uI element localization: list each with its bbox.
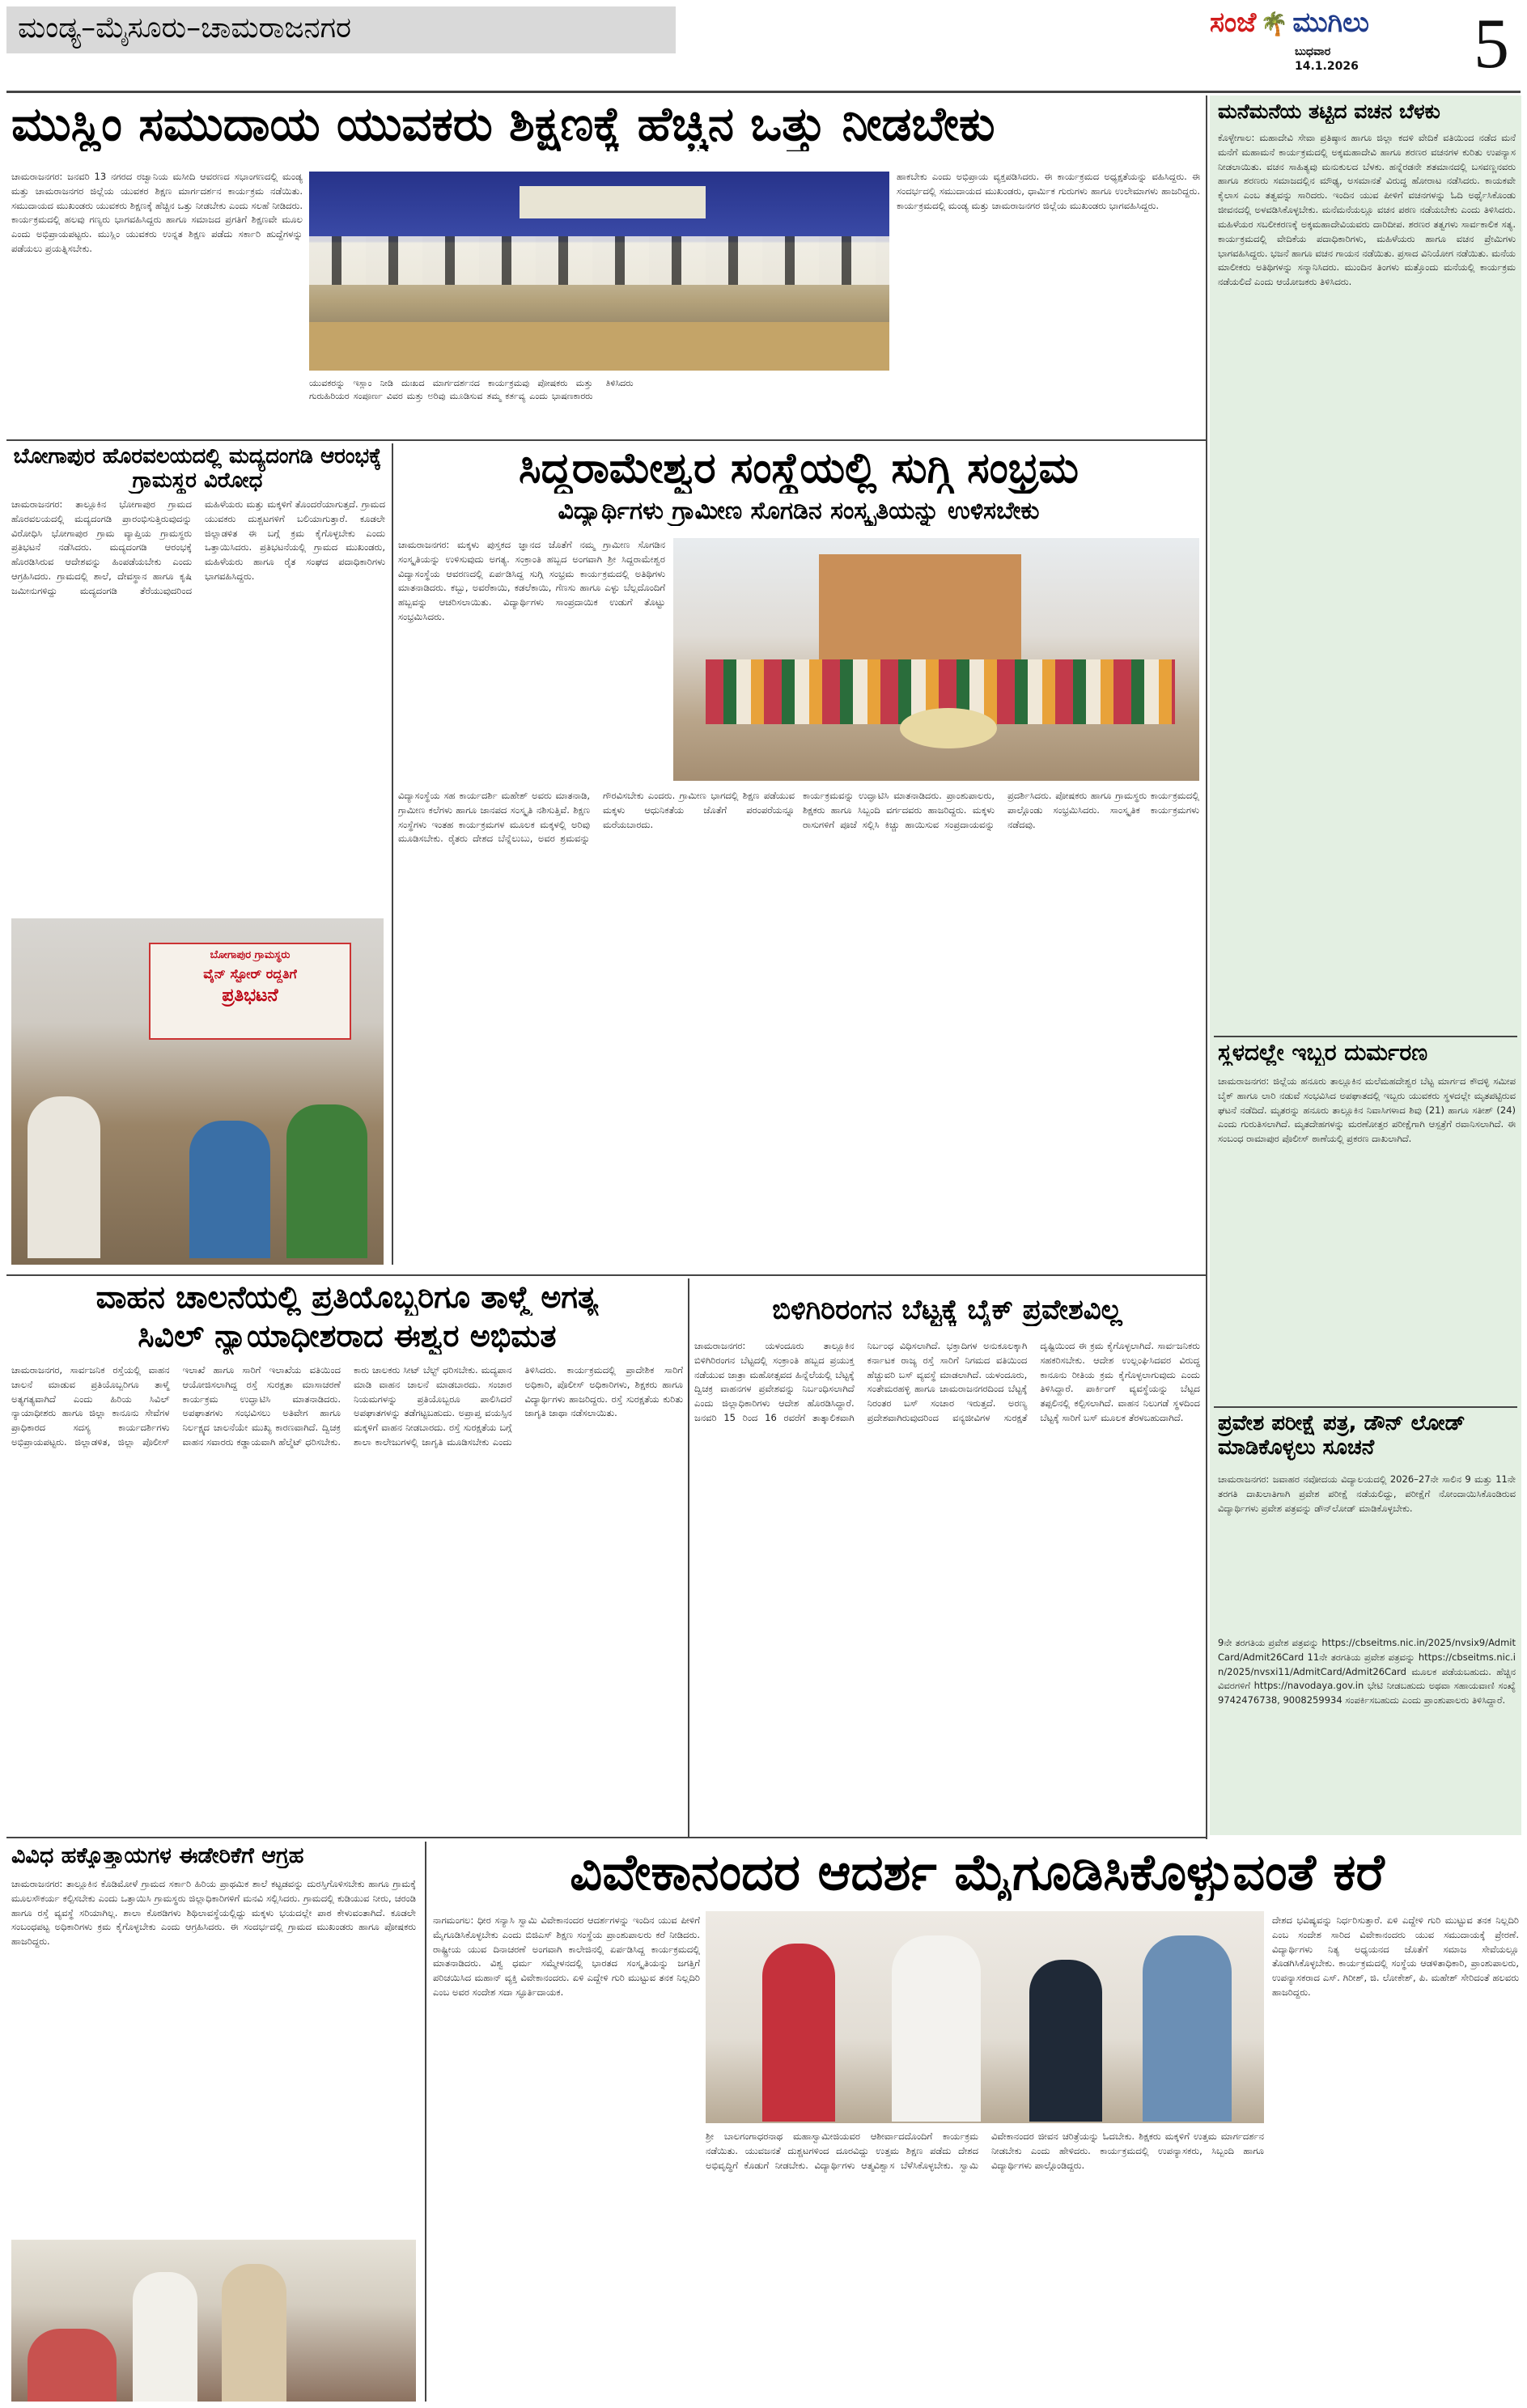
headline-vivekananda: ವಿವೇಕಾನಂದರ ಆದರ್ಶ ಮೈಗೂಡಿಸಿಕೊಳ್ಳುವಂತೆ ಕರೆ [570,1843,1385,1901]
headline-vachana: ಮನೆಮನೆಯ ತಟ್ಟಿದ ವಚನ ಬೆಳಕು [1218,100,1440,123]
photo-demands [11,2240,416,2402]
headline-biligiri: ಬಿಳಿಗಿರಿರಂಗನ ಬೆಟ್ಟಕ್ಕೆ ಬೈಕ್ ಪ್ರವೇಶವಿಲ್ಲ [772,1295,1122,1326]
photo-suggi [673,538,1199,781]
article-muslim-education-right: ಹಾಕಬೇಕು ಎಂದು ಅಭಿಪ್ರಾಯ ವ್ಯಕ್ತಪಡಿಸಿದರು. ಈ ಕಾರ್ಯಕ್ರಮದ ಅಧ್ಯಕ್ಷತೆಯನ್ನು ವಹಿಸಿದ್ದರು. ಈ ಸಂದರ್ಭದಲ್ಲಿ ಸಮುದಾಯದ ಮುಖಂಡರು, ಧಾರ್ಮಿಕ ಗುರುಗಳು ಹಾಗೂ ಉಲೇಮಾಗಳು ಹಾಜರಿದ್ದರು. ಕಾರ್ಯಕ್ರಮದಲ್ಲಿ ಮಂಡ್ಯ ಮತ್ತು ಚಾಮರಾಜನಗರ ಜಿಲ್ಲೆಯ ಮುಖಂಡರು ಭಾಗವಹಿಸಿದ್ದರು. [897,171,1200,211]
right-column-rule [1206,95,1207,1839]
headline-admit-card: ಪ್ರವೇಶ ಪರೀಕ್ಷೆ ಪತ್ರ, ಡೌನ್ ಲೋಡ್ ಮಾಡಿಕೊಳ್ಳಲು ಸೂಚನೆ [1218,1412,1465,1460]
headline-suggi: ಸಿದ್ದರಾಮೇಶ್ವರ ಸಂಸ್ಥೆಯಲ್ಲಿ ಸುಗ್ಗಿ ಸಂಭ್ರಮ [519,445,1079,493]
article-vivekananda-right: ದೇಶದ ಭವಿಷ್ಯವನ್ನು ನಿರ್ಧರಿಸುತ್ತಾರೆ. ಏಳಿ ಎದ್ದೇಳಿ ಗುರಿ ಮುಟ್ಟುವ ತನಕ ನಿಲ್ಲದಿರಿ ಎಂಬ ಸಂದೇಶ ಸಾರಿದ ವಿವೇಕಾನಂದರು ಯುವ ಸಮುದಾಯಕ್ಕೆ ಪ್ರೇರಣೆ. ವಿದ್ಯಾರ್ಥಿಗಳು ನಿತ್ಯ ಅಧ್ಯಯನದ ಜೊತೆಗೆ ಸಮಾಜ ಸೇವೆಯಲ್ಲೂ ತೊಡಗಿಸಿಕೊಳ್ಳಬೇಕು. ಕಾರ್ಯಕ್ರಮದಲ್ಲಿ ಸಂಸ್ಥೆಯ ಆಡಳಿತಾಧಿಕಾರಿ, ಪ್ರಾಂಶುಪಾಲರು, ಉಪನ್ಯಾಸಕರಾದ ಎಸ್. ಗಿರೀಶ್, ಜಿ. ಲೋಕೇಶ್, ಪಿ. ಮಹೇಶ್ ಸೇರಿದಂತೆ ಹಲವರು ಹಾಜರಿದ್ದರು. [1272,1914,1519,1999]
issue-day: ಬುಧವಾರ [1295,45,1331,58]
article-biligiri: ಚಾಮರಾಜನಗರ: ಯಳಂದೂರು ತಾಲ್ಲೂಕಿನ ಬಿಳಿಗಿರಿರಂಗನ ಬೆಟ್ಟದಲ್ಲಿ ಸಂಕ್ರಾಂತಿ ಹಬ್ಬದ ಪ್ರಯುಕ್ತ ನಡೆಯುವ ಜಾತ್ರಾ ಮಹೋತ್ಸವದ ಹಿನ್ನೆಲೆಯಲ್ಲಿ ಬೆಟ್ಟಕ್ಕೆ ದ್ವಿಚಕ್ರ ವಾಹನಗಳ ಪ್ರವೇಶವನ್ನು ನಿರ್ಬಂಧಿಸಲಾಗಿದೆ ಎಂದು ಜಿಲ್ಲಾಧಿಕಾರಿಗಳು ಆದೇಶ ಹೊರಡಿಸಿದ್ದಾರೆ. ಜನವರಿ 15 ರಿಂದ 16 ರವರೆಗೆ ತಾತ್ಕಾಲಿಕವಾಗಿ ನಿರ್ಬಂಧ ವಿಧಿಸಲಾಗಿದೆ. ಭಕ್ತಾದಿಗಳ ಅನುಕೂಲಕ್ಕಾಗಿ ಕರ್ನಾಟಕ ರಾಜ್ಯ ರಸ್ತೆ ಸಾರಿಗೆ ನಿಗಮದ ವತಿಯಿಂದ ಹೆಚ್ಚುವರಿ ಬಸ್ ವ್ಯವಸ್ಥೆ ಮಾಡಲಾಗಿದೆ. ಯಳಂದೂರು, ಸಂತೇಮರಹಳ್ಳಿ ಹಾಗೂ ಚಾಮರಾಜನಗರದಿಂದ ಬೆಟ್ಟಕ್ಕೆ ನಿರಂತರ ಬಸ್ ಸಂಚಾರ ಇರುತ್ತದೆ. ಅರಣ್ಯ ಪ್ರದೇಶವಾಗಿರುವುದರಿಂದ ವನ್ಯಜೀವಿಗಳ ಸುರಕ್ಷತೆ ದೃಷ್ಟಿಯಿಂದ ಈ ಕ್ರಮ ಕೈಗೊಳ್ಳಲಾಗಿದೆ. ಸಾರ್ವಜನಿಕರು ಸಹಕರಿಸಬೇಕು. ಆದೇಶ ಉಲ್ಲಂಘಿಸಿದವರ ವಿರುದ್ಧ ಕಾನೂನು ರೀತಿಯ ಕ್ರಮ ಕೈಗೊಳ್ಳಲಾಗುವುದು ಎಂದು ತಿಳಿಸಿದ್ದಾರೆ. ಪಾರ್ಕಿಂಗ್ ವ್ಯವಸ್ಥೆಯನ್ನು ಬೆಟ್ಟದ ತಪ್ಪಲಿನಲ್ಲಿ ಕಲ್ಪಿಸಲಾಗಿದೆ. ವಾಹನ ನಿಲುಗಡೆ ಸ್ಥಳದಿಂದ ಬೆಟ್ಟಕ್ಕೆ ಸಾರಿಗೆ ಬಸ್ ಮೂಲಕ ತೆರಳಬಹುದಾಗಿದೆ. [694,1340,1200,1424]
headline-driving-patience: ವಾಹನ ಚಾಲನೆಯಲ್ಲಿ ಪ್ರತಿಯೊಬ್ಬರಿಗೂ ತಾಳ್ಮೆ ಅಗತ್ಯ [95,1280,599,1315]
article-demands: ಚಾಮರಾಜನಗರ: ತಾಲ್ಲೂಕಿನ ಕೊಡಿಮೋಳೆ ಗ್ರಾಮದ ಸರ್ಕಾರಿ ಹಿರಿಯ ಪ್ರಾಥಮಿಕ ಶಾಲೆ ಕಟ್ಟಡವನ್ನು ದುರಸ್ತಿಗೊಳಿಸಬೇಕು ಹಾಗೂ ಗ್ರಾಮಕ್ಕೆ ಮೂಲಸೌಕರ್ಯ ಕಲ್ಪಿಸಬೇಕು ಎಂದು ಒತ್ತಾಯಿಸಿ ಗ್ರಾಮಸ್ಥರು ಜಿಲ್ಲಾಧಿಕಾರಿಗಳಿಗೆ ಮನವಿ ಸಲ್ಲಿಸಿದರು. ಗ್ರಾಮದಲ್ಲಿ ಕುಡಿಯುವ ನೀರು, ಚರಂಡಿ ಹಾಗೂ ರಸ್ತೆ ವ್ಯವಸ್ಥೆ ಸರಿಯಾಗಿಲ್ಲ. ಶಾಲಾ ಕೊಠಡಿಗಳು ಶಿಥಿಲಾವಸ್ಥೆಯಲ್ಲಿದ್ದು ಮಕ್ಕಳು ಭಯದಲ್ಲೇ ಪಾಠ ಕೇಳುವಂತಾಗಿದೆ. ಕೂಡಲೇ ಸಂಬಂಧಪಟ್ಟ ಅಧಿಕಾರಿಗಳು ಕ್ರಮ ಕೈಗೊಳ್ಳಬೇಕು ಎಂದು ಆಗ್ರಹಿಸಿದರು. ಈ ಸಂದರ್ಭದಲ್ಲಿ ಗ್ರಾಮದ ಮುಖಂಡರು ಹಾಗೂ ಪೋಷಕರು ಹಾಜರಿದ್ದರು. [11,1878,416,1948]
article-muslim-education-left: ಚಾಮರಾಜನಗರ: ಜನವರಿ 13 ನಗರದ ರಜ್ವಾನಿಯ ಮಸೀದಿ ಆವರಣದ ಸಭಾಂಗಣದಲ್ಲಿ ಮಂಡ್ಯ ಮತ್ತು ಚಾಮರಾಜನಗರ ಜಿಲ್ಲೆಯ ಯುವಕರ ಶಿಕ್ಷಣ ಮಾರ್ಗದರ್ಶನ ಕಾರ್ಯಕ್ರಮ ನಡೆಯಿತು. ಸಮುದಾಯದ ಮುಖಂಡರು ಯುವಕರು ಶಿಕ್ಷಣಕ್ಕೆ ಹೆಚ್ಚಿನ ಒತ್ತು ನೀಡಬೇಕು ಎಂದು ಸಲಹೆ ನೀಡಿದರು. ಕಾರ್ಯಕ್ರಮದಲ್ಲಿ ಹಲವು ಗಣ್ಯರು ಭಾಗವಹಿಸಿದ್ದರು ಹಾಗೂ ಸಮಾಜದ ಪ್ರಗತಿಗೆ ಶಿಕ್ಷಣವೇ ಮೂಲ ಎಂದು ಅಭಿಪ್ರಾಯಪಟ್ಟರು. ಮುಸ್ಲಿಂ ಯುವಕರು ಉನ್ನತ ಶಿಕ್ಷಣ ಪಡೆದು ಸರ್ಕಾರಿ ಹುದ್ದೆಗಳನ್ನು ಪಡೆಯಲು ಪ್ರಯತ್ನಿಸಬೇಕು. [11,171,303,255]
divider-7 [1214,1406,1517,1408]
article-driving-patience: ಚಾಮರಾಜನಗರ, ಸಾರ್ವಜನಿಕ ರಸ್ತೆಯಲ್ಲಿ ವಾಹನ ಚಾಲನೆ ಮಾಡುವ ಪ್ರತಿಯೊಬ್ಬರಿಗೂ ತಾಳ್ಮೆ ಅತ್ಯಗತ್ಯವಾಗಿದೆ ಎಂದು ಹಿರಿಯ ಸಿವಿಲ್ ನ್ಯಾಯಾಧೀಶರು ಹಾಗೂ ಜಿಲ್ಲಾ ಕಾನೂನು ಸೇವೆಗಳ ಪ್ರಾಧಿಕಾರದ ಸದಸ್ಯ ಕಾರ್ಯದರ್ಶಿಗಳು ಅಭಿಪ್ರಾಯಪಟ್ಟರು. ಜಿಲ್ಲಾಡಳಿತ, ಜಿಲ್ಲಾ ಪೊಲೀಸ್ ಇಲಾಖೆ ಹಾಗೂ ಸಾರಿಗೆ ಇಲಾಖೆಯ ವತಿಯಿಂದ ಆಯೋಜಿಸಲಾಗಿದ್ದ ರಸ್ತೆ ಸುರಕ್ಷತಾ ಮಾಸಾಚರಣೆ ಕಾರ್ಯಕ್ರಮ ಉದ್ಘಾಟಿಸಿ ಮಾತನಾಡಿದರು. ಅಪಘಾತಗಳು ಸಂಭವಿಸಲು ಅತಿವೇಗ ಹಾಗೂ ನಿರ್ಲಕ್ಷ್ಯದ ಚಾಲನೆಯೇ ಮುಖ್ಯ ಕಾರಣವಾಗಿದೆ. ದ್ವಿಚಕ್ರ ವಾಹನ ಸವಾರರು ಕಡ್ಡಾಯವಾಗಿ ಹೆಲ್ಮೆಟ್ ಧರಿಸಬೇಕು. ಕಾರು ಚಾಲಕರು ಸೀಟ್ ಬೆಲ್ಟ್ ಧರಿಸಬೇಕು. ಮದ್ಯಪಾನ ಮಾಡಿ ವಾಹನ ಚಾಲನೆ ಮಾಡಬಾರದು. ಸಂಚಾರ ನಿಯಮಗಳನ್ನು ಪ್ರತಿಯೊಬ್ಬರೂ ಪಾಲಿಸಿದರೆ ಅಪಘಾತಗಳನ್ನು ತಡೆಗಟ್ಟಬಹುದು. ಅಪ್ರಾಪ್ತ ವಯಸ್ಸಿನ ಮಕ್ಕಳಿಗೆ ವಾಹನ ನೀಡಬಾರದು. ರಸ್ತೆ ಸುರಕ್ಷತೆಯ ಬಗ್ಗೆ ಶಾಲಾ ಕಾಲೇಜುಗಳಲ್ಲಿ ಜಾಗೃತಿ ಮೂಡಿಸಬೇಕು ಎಂದು ತಿಳಿಸಿದರು. ಕಾರ್ಯಕ್ರಮದಲ್ಲಿ ಪ್ರಾದೇಶಿಕ ಸಾರಿಗೆ ಅಧಿಕಾರಿ, ಪೊಲೀಸ್ ಅಧಿಕಾರಿಗಳು, ಶಿಕ್ಷಕರು ಹಾಗೂ ವಿದ್ಯಾರ್ಥಿಗಳು ಹಾಜರಿದ್ದರು. ರಸ್ತೆ ಸುರಕ್ಷತೆಯ ಕುರಿತು ಜಾಗೃತಿ ಜಾಥಾ ನಡೆಸಲಾಯಿತು. [11,1364,683,1448]
page-number: 5 [1474,5,1509,83]
palm-icon: 🌴 [1260,11,1289,37]
divider-3 [6,1274,1206,1276]
divider-8 [425,1842,426,2402]
brand-name-part1: ಸಂಜೆ [1210,6,1257,39]
admit-card-links: 9ನೇ ತರಗತಿಯ ಪ್ರವೇಶ ಪತ್ರವನ್ನು https://cbseitms.nic.in/2025/nvsix9/AdmitCard/Admit26Card 11ನೇ ತರಗತಿಯ ಪ್ರವೇಶ ಪತ್ರವನ್ನು https://cbseitms.nic.in/2025/nvsxi11/AdmitCard/Admit26Card ಮೂಲಕ ಪಡೆಯಬಹುದು. ಹೆಚ್ಚಿನ ವಿವರಗಳಿಗೆ https://navodaya.gov.in ಭೇಟಿ ನೀಡಬಹುದು ಅಥವಾ ಸಹಾಯವಾಣಿ ಸಂಖ್ಯೆ 9742476738, 9008259934 ಸಂಪರ್ಕಿಸಬಹುದು ಎಂದು ಪ್ರಾಂಶುಪಾಲರು ತಿಳಿಸಿದ್ದಾರೆ. [1218,1637,1516,1706]
protest-banner-line3: ಪ್ರತಿಭಟನೆ [222,986,278,1006]
photo-vivekananda [706,1911,1264,2123]
headline-liquor-protest: ಬೋಗಾಪುರ ಹೊರವಲಯದಲ್ಲಿ ಮದ್ಯದಂಗಡಿ ಆರಂಭಕ್ಕೆ ಗ್ರಾಮಸ್ಥರ ವಿರೋಧ [13,445,382,493]
divider-5 [6,1837,1206,1838]
protest-banner-line1: ಬೋಗಾಪುರ ಗ್ರಾಮಸ್ಥರು [210,949,291,961]
headline-muslim-education: ಮುಸ್ಲಿಂ ಸಮುದಾಯ ಯುವಕರು ಶಿಕ್ಷಣಕ್ಕೆ ಹೆಚ್ಚಿನ ಒತ್ತು ನೀಡಬೇಕು [11,97,995,151]
article-accident: ಚಾಮರಾಜನಗರ: ಜಿಲ್ಲೆಯ ಹನೂರು ತಾಲ್ಲೂಕಿನ ಮಲೆಮಹದೇಶ್ವರ ಬೆಟ್ಟ ಮಾರ್ಗದ ಕೌದಳ್ಳಿ ಸಮೀಪ ಬೈಕ್ ಹಾಗೂ ಲಾರಿ ನಡುವೆ ಸಂಭವಿಸಿದ ಅಪಘಾತದಲ್ಲಿ ಇಬ್ಬರು ಯುವಕರು ಸ್ಥಳದಲ್ಲೇ ಮೃತಪಟ್ಟಿರುವ ಘಟನೆ ನಡೆದಿದೆ. ಮೃತರನ್ನು ಹನೂರು ತಾಲ್ಲೂಕಿನ ನಿವಾಸಿಗಳಾದ ಶಿವು (21) ಹಾಗೂ ಸತೀಶ್ (24) ಎಂದು ಗುರುತಿಸಲಾಗಿದೆ. ಮೃತದೇಹಗಳನ್ನು ಮರಣೋತ್ತರ ಪರೀಕ್ಷೆಗಾಗಿ ಆಸ್ಪತ್ರೆಗೆ ರವಾನಿಸಲಾಗಿದೆ. ಈ ಸಂಬಂಧ ರಾಮಾಪುರ ಪೊಲೀಸ್ ಠಾಣೆಯಲ್ಲಿ ಪ್ರಕರಣ ದಾಖಲಾಗಿದೆ. [1218,1075,1516,1145]
header-rule [6,91,1521,93]
caption-muslim-meeting: ಯುವಕರನ್ನು ಇಸ್ಲಾಂ ನೀಡಿ ದುಃಖದ ಮಾರ್ಗದರ್ಶನದ ಕಾರ್ಯಕ್ರಮವು ಪೋಷಕರು ಮತ್ತು ಗುರುಹಿರಿಯರ ಸಂಪೂರ್ಣ ವಿವರ ಮತ್ತು ಅರಿವು ಮೂಡಿಸುವ ತಮ್ಮ ಕರ್ತವ್ಯ ಎಂದು ಭಾಷಣಕಾರರು ತಿಳಿಸಿದರು [309,378,634,401]
article-suggi-right: ಕಾರ್ಯಕ್ರಮವನ್ನು ಉದ್ಘಾಟಿಸಿ ಮಾತನಾಡಿದರು. ಪ್ರಾಂಶುಪಾಲರು, ಶಿಕ್ಷಕರು ಹಾಗೂ ಸಿಬ್ಬಂದಿ ವರ್ಗದವರು ಹಾಜರಿದ್ದರು. ಮಕ್ಕಳು ರಾಸುಗಳಿಗೆ ಪೂಜೆ ಸಲ್ಲಿಸಿ ಕಿಚ್ಚು ಹಾಯಿಸುವ ಸಂಪ್ರದಾಯವನ್ನು ಪ್ರದರ್ಶಿಸಿದರು. ಪೋಷಕರು ಹಾಗೂ ಗ್ರಾಮಸ್ಥರು ಕಾರ್ಯಕ್ರಮದಲ್ಲಿ ಪಾಲ್ಗೊಂಡು ಸಂಭ್ರಮಿಸಿದರು. ಸಾಂಸ್ಕೃತಿಕ ಕಾರ್ಯಕ್ರಮಗಳು ನಡೆದವು. [803,790,1199,830]
article-admit-card: ಚಾಮರಾಜನಗರ: ಜವಾಹರ ನವೋದಯ ವಿದ್ಯಾಲಯದಲ್ಲಿ 2026–27ನೇ ಸಾಲಿನ 9 ಮತ್ತು 11ನೇ ತರಗತಿ ದಾಖಲಾತಿಗಾಗಿ ಪ್ರವೇಶ ಪರೀಕ್ಷೆ ನಡೆಯಲಿದ್ದು, ಪರೀಕ್ಷೆಗೆ ನೋಂದಾಯಿಸಿಕೊಂಡಿರುವ ವಿದ್ಯಾರ್ಥಿಗಳು ಪ್ರವೇಶ ಪತ್ರವನ್ನು ಡೌನ್‌ಲೋಡ್ ಮಾಡಿಕೊಳ್ಳಬೇಕು. [1218,1473,1516,1514]
article-suggi-mid: ವಿದ್ಯಾಸಂಸ್ಥೆಯ ಸಹ ಕಾರ್ಯದರ್ಶಿ ಮಹೇಶ್ ಅವರು ಮಾತನಾಡಿ, ಗ್ರಾಮೀಣ ಕಲೆಗಳು ಹಾಗೂ ಜಾನಪದ ಸಂಸ್ಕೃತಿ ನಶಿಸುತ್ತಿವೆ. ಶಿಕ್ಷಣ ಸಂಸ್ಥೆಗಳು ಇಂತಹ ಕಾರ್ಯಕ್ರಮಗಳ ಮೂಲಕ ಮಕ್ಕಳಲ್ಲಿ ಅರಿವು ಮೂಡಿಸಬೇಕು. ರೈತರು ದೇಶದ ಬೆನ್ನೆಲುಬು, ಅವರ ಶ್ರಮವನ್ನು ಗೌರವಿಸಬೇಕು ಎಂದರು. ಗ್ರಾಮೀಣ ಭಾಗದಲ್ಲಿ ಶಿಕ್ಷಣ ಪಡೆಯುವ ಮಕ್ಕಳು ಆಧುನಿಕತೆಯ ಜೊತೆಗೆ ಪರಂಪರೆಯನ್ನೂ ಮರೆಯಬಾರದು. [398,790,795,845]
headline-demands: ವಿವಿಧ ಹಕ್ಕೊತ್ತಾಯಗಳ ಈಡೇರಿಕೆಗೆ ಆಗ್ರಹ [11,1843,304,1868]
brand-logo [1210,6,1453,44]
subheadline-driving-patience: ಸಿವಿಲ್ ನ್ಯಾಯಾಧೀಶರಾದ ಈಶ್ವರ ಅಭಿಮತ [138,1319,557,1354]
section-title: ಮಂಡ್ಯ–ಮೈಸೂರು–ಚಾಮರಾಜನಗರ [18,11,352,45]
headline-accident: ಸ್ಥಳದಲ್ಲೇ ಇಬ್ಬರ ದುರ್ಮರಣ [1218,1040,1428,1066]
article-vivekananda-left: ನಾಗಮಂಗಲ: ಧೀರ ಸನ್ಯಾಸಿ ಸ್ವಾಮಿ ವಿವೇಕಾನಂದರ ಆದರ್ಶಗಳನ್ನು ಇಂದಿನ ಯುವ ಪೀಳಿಗೆ ಮೈಗೂಡಿಸಿಕೊಳ್ಳಬೇಕು ಎಂದು ಬಿಜಿಎಸ್ ಶಿಕ್ಷಣ ಸಂಸ್ಥೆಯ ಪ್ರಾಂಶುಪಾಲರು ಕರೆ ನೀಡಿದರು. ರಾಷ್ಟ್ರೀಯ ಯುವ ದಿನಾಚರಣೆ ಅಂಗವಾಗಿ ಕಾಲೇಜಿನಲ್ಲಿ ಏರ್ಪಡಿಸಿದ್ದ ಕಾರ್ಯಕ್ರಮದಲ್ಲಿ ಮಾತನಾಡಿದರು. ವಿಶ್ವ ಧರ್ಮ ಸಮ್ಮೇಳನದಲ್ಲಿ ಭಾರತದ ಸಂಸ್ಕೃತಿಯನ್ನು ಜಗತ್ತಿಗೆ ಪರಿಚಯಿಸಿದ ಮಹಾನ್ ವ್ಯಕ್ತಿ ವಿವೇಕಾನಂದರು. ಏಳಿ ಎದ್ದೇಳಿ ಗುರಿ ಮುಟ್ಟುವ ತನಕ ನಿಲ್ಲದಿರಿ ಎಂಬ ಅವರ ಸಂದೇಶ ಸದಾ ಸ್ಫೂರ್ತಿದಾಯಕ. [433,1914,700,1999]
article-liquor-protest: ಚಾಮರಾಜನಗರ: ತಾಲ್ಲೂಕಿನ ಭೋಗಾಪುರ ಗ್ರಾಮದ ಹೊರವಲಯದಲ್ಲಿ ಮದ್ಯದಂಗಡಿ ಪ್ರಾರಂಭಿಸುತ್ತಿರುವುದನ್ನು ವಿರೋಧಿಸಿ ಭೋಗಾಪುರ ಗ್ರಾಮ ವ್ಯಾಪ್ತಿಯ ಗ್ರಾಮಸ್ಥರು ಪ್ರತಿಭಟನೆ ನಡೆಸಿದರು. ಮದ್ಯದಂಗಡಿ ಆರಂಭಕ್ಕೆ ಹೊರಡಿಸಿರುವ ಆದೇಶವನ್ನು ಹಿಂಪಡೆಯಬೇಕು ಎಂದು ಆಗ್ರಹಿಸಿದರು. ಗ್ರಾಮದಲ್ಲಿ ಶಾಲೆ, ದೇವಸ್ಥಾನ ಹಾಗೂ ಕೃಷಿ ಜಮೀನುಗಳಿದ್ದು ಮದ್ಯದಂಗಡಿ ತೆರೆಯುವುದರಿಂದ ಮಹಿಳೆಯರು ಮತ್ತು ಮಕ್ಕಳಿಗೆ ತೊಂದರೆಯಾಗುತ್ತದೆ. ಗ್ರಾಮದ ಯುವಕರು ದುಶ್ಚಟಗಳಿಗೆ ಬಲಿಯಾಗುತ್ತಾರೆ. ಕೂಡಲೇ ಜಿಲ್ಲಾಡಳಿತ ಈ ಬಗ್ಗೆ ಕ್ರಮ ಕೈಗೊಳ್ಳಬೇಕು ಎಂದು ಒತ್ತಾಯಿಸಿದರು. ಪ್ರತಿಭಟನೆಯಲ್ಲಿ ಗ್ರಾಮದ ಮುಖಂಡರು, ಮಹಿಳೆಯರು ಹಾಗೂ ರೈತ ಸಂಘದ ಪದಾಧಿಕಾರಿಗಳು ಭಾಗವಹಿಸಿದ್ದರು. [11,498,385,596]
issue-date: 14.1.2026 [1295,60,1359,73]
photo-muslim-meeting [309,172,889,371]
article-suggi-left: ಚಾಮರಾಜನಗರ: ಮಕ್ಕಳು ಪುಸ್ತಕದ ಜ್ಞಾನದ ಜೊತೆಗೆ ನಮ್ಮ ಗ್ರಾಮೀಣ ಸೊಗಡಿನ ಸಂಸ್ಕೃತಿಯನ್ನು ಉಳಿಸುವುದು ಅಗತ್ಯ. ಸಂಕ್ರಾಂತಿ ಹಬ್ಬದ ಅಂಗವಾಗಿ ಶ್ರೀ ಸಿದ್ದರಾಮೇಶ್ವರ ವಿದ್ಯಾಸಂಸ್ಥೆಯ ಆವರಣದಲ್ಲಿ ಏರ್ಪಡಿಸಿದ್ದ ಸುಗ್ಗಿ ಸಂಭ್ರಮ ಕಾರ್ಯಕ್ರಮದಲ್ಲಿ ಅತಿಥಿಗಳು ಮಾತನಾಡಿದರು. ಕಬ್ಬು, ಅವರೆಕಾಯಿ, ಕಡಲೆಕಾಯಿ, ಗೆಣಸು ಹಾಗೂ ಎಳ್ಳು ಬೆಲ್ಲದೊಂದಿಗೆ ಹಬ್ಬವನ್ನು ಆಚರಿಸಲಾಯಿತು. ವಿದ್ಯಾರ್ಥಿಗಳು ಸಾಂಪ್ರದಾಯಿಕ ಉಡುಗೆ ತೊಟ್ಟು ಸಂಭ್ರಮಿಸಿದರು. [398,539,665,623]
protest-banner-line2: ವೈನ್ ಸ್ಟೋರ್ ರದ್ದತಿಗೆ [203,966,297,981]
article-vivekananda-mid: ಶ್ರೀ ಬಾಲಗಂಗಾಧರನಾಥ ಮಹಾಸ್ವಾಮೀಜಿಯವರ ಆಶೀರ್ವಾದದೊಂದಿಗೆ ಕಾರ್ಯಕ್ರಮ ನಡೆಯಿತು. ಯುವಜನತೆ ದುಶ್ಚಟಗಳಿಂದ ದೂರವಿದ್ದು ಉತ್ತಮ ಶಿಕ್ಷಣ ಪಡೆದು ದೇಶದ ಅಭಿವೃದ್ಧಿಗೆ ಕೊಡುಗೆ ನೀಡಬೇಕು. ವಿದ್ಯಾರ್ಥಿಗಳು ಆತ್ಮವಿಶ್ವಾಸ ಬೆಳೆಸಿಕೊಳ್ಳಬೇಕು. ಸ್ವಾಮಿ ವಿವೇಕಾನಂದರ ಜೀವನ ಚರಿತ್ರೆಯನ್ನು ಓದಬೇಕು. ಶಿಕ್ಷಕರು ಮಕ್ಕಳಿಗೆ ಉತ್ತಮ ಮಾರ್ಗದರ್ಶನ ನೀಡಬೇಕು ಎಂದು ಹೇಳಿದರು. ಕಾರ್ಯಕ್ರಮದಲ್ಲಿ ಉಪನ್ಯಾಸಕರು, ಸಿಬ್ಬಂದಿ ಹಾಗೂ ವಿದ್ಯಾರ್ಥಿಗಳು ಪಾಲ್ಗೊಂಡಿದ್ದರು. [706,2130,1264,2171]
divider-1 [6,439,1206,441]
brand-name-part2: ಮುಗಿಲು [1292,6,1369,39]
subheadline-suggi: ವಿದ್ಯಾರ್ಥಿಗಳು ಗ್ರಾಮೀಣ ಸೊಗಡಿನ ಸಂಸ್ಕೃತಿಯನ್ನು ಉಳಿಸಬೇಕು [558,498,1040,525]
divider-6 [1214,1036,1517,1037]
divider-4 [688,1278,689,1837]
protest-banner [149,943,351,1040]
divider-2 [392,443,393,1265]
photo-liquor-protest [11,918,384,1265]
article-vachana: ಕೊಳ್ಳೇಗಾಲ: ಮಹಾದೇವಿ ಸೇವಾ ಪ್ರತಿಷ್ಠಾನ ಹಾಗೂ ಜಿಲ್ಲಾ ಕದಳಿ ವೇದಿಕೆ ವತಿಯಿಂದ ನಡೆದ ಮನೆ ಮನೆಗೆ ಮಹಾಮನೆ ಕಾರ್ಯಕ್ರಮದಲ್ಲಿ ಅಕ್ಕಮಹಾದೇವಿ ಹಾಗೂ ಶರಣರ ವಚನಗಳ ಕುರಿತು ಉಪನ್ಯಾಸ ನೀಡಲಾಯಿತು. ವಚನ ಸಾಹಿತ್ಯವು ಮನುಕುಲದ ಬೆಳಕು. ಹನ್ನೆರಡನೇ ಶತಮಾನದಲ್ಲಿ ಬಸವಣ್ಣನವರು ಹಾಗೂ ಶರಣರು ಸಮಾಜದಲ್ಲಿನ ಮೌಢ್ಯ, ಅಸಮಾನತೆ ವಿರುದ್ಧ ಹೋರಾಟ ನಡೆಸಿದರು. ಕಾಯಕವೇ ಕೈಲಾಸ ಎಂಬ ತತ್ವವನ್ನು ಸಾರಿದರು. ಇಂದಿನ ಯುವ ಪೀಳಿಗೆ ವಚನಗಳನ್ನು ಓದಿ ಅರ್ಥೈಸಿಕೊಂಡು ಜೀವನದಲ್ಲಿ ಅಳವಡಿಸಿಕೊಳ್ಳಬೇಕು. ಮನೆಮನೆಯಲ್ಲೂ ವಚನ ಪಠಣ ನಡೆಯಬೇಕು ಎಂದು ತಿಳಿಸಿದರು. ಮಹಿಳೆಯರ ಸಬಲೀಕರಣಕ್ಕೆ ಅಕ್ಕಮಹಾದೇವಿಯವರು ದಾರಿದೀಪ. ಶರಣರ ತತ್ವಗಳು ಸಾರ್ವಕಾಲಿಕ ಸತ್ಯ. ಕಾರ್ಯಕ್ರಮದಲ್ಲಿ ವೇದಿಕೆಯ ಪದಾಧಿಕಾರಿಗಳು, ಮಹಿಳೆಯರು ಹಾಗೂ ವಚನ ಪ್ರೇಮಿಗಳು ಭಾಗವಹಿಸಿದ್ದರು. ಭಜನೆ ಹಾಗೂ ವಚನ ಗಾಯನ ನಡೆಯಿತು. ಪ್ರಸಾದ ವಿನಿಯೋಗ ನಡೆಯಿತು. ಮನೆಯ ಮಾಲೀಕರು ಅತಿಥಿಗಳನ್ನು ಸನ್ಮಾನಿಸಿದರು. ಮುಂದಿನ ತಿಂಗಳು ಮತ್ತೊಂದು ಮನೆಯಲ್ಲಿ ಕಾರ್ಯಕ್ರಮ ನಡೆಯಲಿದೆ ಎಂದು ಆಯೋಜಕರು ತಿಳಿಸಿದರು. [1218,132,1516,288]
